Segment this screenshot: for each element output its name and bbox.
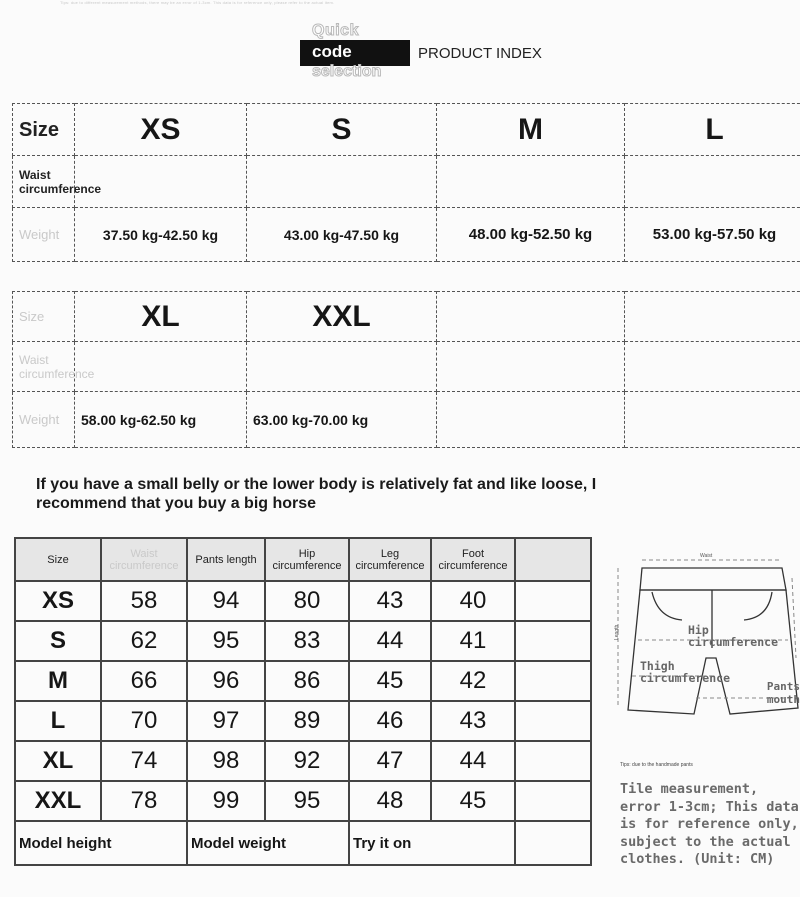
- waist-cell: [247, 156, 437, 208]
- size-chart-row: [15, 661, 591, 701]
- row-length: 94: [187, 581, 265, 621]
- weight-row: [13, 392, 800, 448]
- size-header: M: [437, 104, 625, 156]
- size-header: XS: [75, 104, 247, 156]
- row-length: 96: [187, 661, 265, 701]
- row-size: M: [15, 661, 101, 701]
- row-hip: 86: [265, 661, 349, 701]
- row-size: XXL: [15, 781, 101, 821]
- header-quick: Quick: [312, 22, 359, 39]
- waist-cell: [437, 342, 625, 392]
- size-chart-header-row: [15, 538, 591, 581]
- header-length: Pants length: [187, 538, 265, 581]
- thigh-label: Thigh circumference: [640, 660, 731, 685]
- row-foot: 43: [431, 701, 515, 741]
- weight-value: 37.50 kg-42.50 kg: [75, 208, 247, 262]
- row-waist: 74: [101, 741, 187, 781]
- model-height-label: Model height: [15, 821, 187, 865]
- row-foot: 44: [431, 741, 515, 781]
- size-chart-footer-row: [15, 821, 591, 865]
- row-leg: 48: [349, 781, 431, 821]
- row-leg: 47: [349, 741, 431, 781]
- recommendation-text: If you have a small belly or the lower body is relatively fat and like loose, I recommend that you buy a big horse: [36, 476, 597, 512]
- size-chart-row: [15, 781, 591, 821]
- size-row: [13, 292, 800, 342]
- mouth-label-box: [730, 680, 800, 710]
- left-pocket: [652, 592, 682, 620]
- waist-cell: [247, 342, 437, 392]
- row-waist: 62: [101, 621, 187, 661]
- size-chart-table: [14, 537, 592, 866]
- right-pocket: [744, 592, 772, 620]
- waist-row: [13, 342, 800, 392]
- row-foot: 45: [431, 781, 515, 821]
- hip-label-box: [688, 624, 800, 654]
- size-row: [13, 104, 800, 156]
- size-chart-row: [15, 621, 591, 661]
- size-chart-row: [15, 581, 591, 621]
- weight-table-2: [12, 291, 800, 448]
- row-empty: [515, 701, 591, 741]
- waist-label-text: Waist circumference: [19, 352, 95, 381]
- empty-cell: [625, 392, 800, 448]
- row-size: XL: [15, 741, 101, 781]
- weight-value: 63.00 kg-70.00 kg: [247, 392, 437, 448]
- size-header: XL: [75, 292, 247, 342]
- weight-table-1: [12, 103, 800, 262]
- try-it-on-label: Try it on: [349, 821, 515, 865]
- size-chart-row: [15, 741, 591, 781]
- row-size: S: [15, 621, 101, 661]
- weight-label: Weight: [13, 208, 75, 262]
- row-empty: [515, 661, 591, 701]
- waist-cell: [625, 342, 800, 392]
- measurement-note: Tile measurement, error 1-3cm; This data is for reference only, subject to the actual clothes. (Unit: CM): [620, 781, 799, 867]
- header-code: code: [312, 42, 352, 61]
- row-foot: 42: [431, 661, 515, 701]
- waistband: [640, 568, 786, 590]
- empty-cell: [625, 292, 800, 342]
- size-header: XXL: [247, 292, 437, 342]
- size-chart-row: [15, 701, 591, 741]
- row-hip: 89: [265, 701, 349, 741]
- weight-value: 48.00 kg-52.50 kg: [437, 208, 625, 262]
- length-mark: Length: [614, 624, 620, 640]
- model-weight-label: Model weight: [187, 821, 349, 865]
- waist-cell: [437, 156, 625, 208]
- row-waist: 78: [101, 781, 187, 821]
- waist-row: [13, 156, 800, 208]
- header-empty: [515, 538, 591, 581]
- size-header: L: [625, 104, 800, 156]
- weight-value: 53.00 kg-57.50 kg: [625, 208, 800, 262]
- weight-value: 58.00 kg-62.50 kg: [75, 392, 247, 448]
- thigh-label-box: [640, 660, 740, 690]
- size-label: Size: [13, 104, 75, 156]
- waist-cell: [625, 156, 800, 208]
- header-waist: Waist circumference: [101, 538, 187, 581]
- shorts-diagram: [612, 548, 800, 728]
- row-waist: 66: [101, 661, 187, 701]
- waist-label: [13, 342, 95, 392]
- row-length: 99: [187, 781, 265, 821]
- empty-cell: [437, 292, 625, 342]
- row-empty: [515, 781, 591, 821]
- row-hip: 92: [265, 741, 349, 781]
- size-label: Size: [13, 292, 75, 342]
- diagram-tips: Tips: due to the handmade pants: [620, 762, 693, 768]
- row-hip: 80: [265, 581, 349, 621]
- waist-cell: [75, 342, 247, 392]
- waist-label-text: Waist circumference: [19, 167, 102, 196]
- row-waist: 70: [101, 701, 187, 741]
- header-size: Size: [15, 538, 101, 581]
- weight-row: [13, 208, 800, 262]
- mouth-label: Pants mouth: [766, 680, 800, 706]
- row-length: 97: [187, 701, 265, 741]
- empty-cell: [437, 392, 625, 448]
- header-selection: selection: [312, 63, 382, 80]
- row-hip: 95: [265, 781, 349, 821]
- row-waist: 58: [101, 581, 187, 621]
- row-length: 98: [187, 741, 265, 781]
- row-leg: 46: [349, 701, 431, 741]
- row-empty: [515, 621, 591, 661]
- row-length: 95: [187, 621, 265, 661]
- weight-label: Weight: [13, 392, 75, 448]
- hip-label: Hip circumference: [688, 624, 779, 649]
- row-size: L: [15, 701, 101, 741]
- waist-mark: Waist: [700, 553, 713, 559]
- header-leg: Leg circumference: [349, 538, 431, 581]
- row-foot: 40: [431, 581, 515, 621]
- header-foot: Foot circumference: [431, 538, 515, 581]
- row-hip: 83: [265, 621, 349, 661]
- product-index-title: PRODUCT INDEX: [418, 45, 542, 62]
- row-leg: 44: [349, 621, 431, 661]
- row-size: XS: [15, 581, 101, 621]
- footer-empty: [515, 821, 591, 865]
- row-leg: 45: [349, 661, 431, 701]
- row-leg: 43: [349, 581, 431, 621]
- header-hip: Hip circumference: [265, 538, 349, 581]
- row-foot: 41: [431, 621, 515, 661]
- waist-label: [13, 156, 102, 208]
- row-empty: [515, 581, 591, 621]
- size-header: S: [247, 104, 437, 156]
- top-note: Tips: due to different measurement methods, there may be an error of 1-3cm. This data is for reference only, please refer to the actual item.: [60, 0, 335, 5]
- row-empty: [515, 741, 591, 781]
- weight-value: 43.00 kg-47.50 kg: [247, 208, 437, 262]
